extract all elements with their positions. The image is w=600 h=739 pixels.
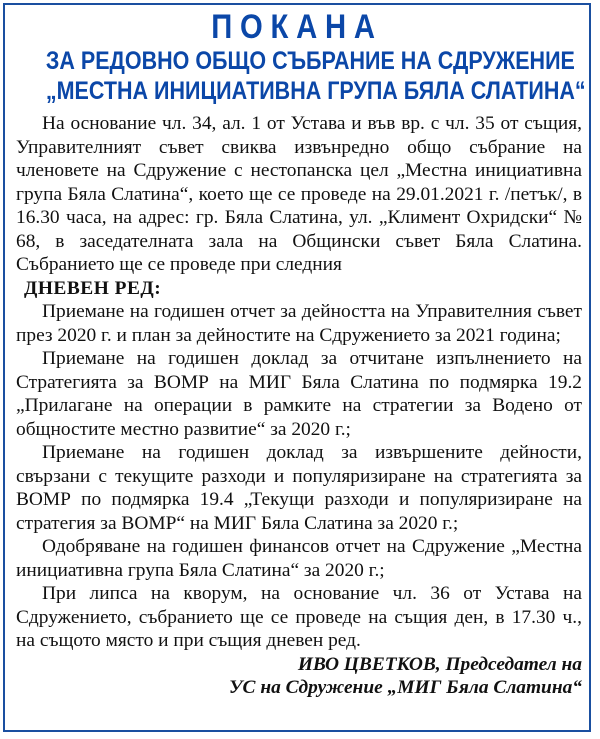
invitation-notice bbox=[3, 3, 591, 732]
signature-line-2: УС на Сдружение „МИГ Бяла Слатина“ bbox=[229, 677, 582, 698]
agenda-item-1: Приемане на годишен отчет за дейността на Управителния съвет през 2020 г. и план за дейностите на Сдружението за 2021 година; bbox=[16, 301, 582, 346]
agenda-item-2: Приемане на годишен доклад за отчитане изпълнението на Стратегията за ВОМР на МИГ Бяла Слатина по подмярка 19.2 „Прилагане на операции в рамките на стратегии за Водено от общностите местно развитие“ за 2020 г.; bbox=[16, 348, 582, 440]
agenda-heading: ДНЕВЕН РЕД: bbox=[24, 277, 162, 299]
signature-line-1: ИВО ЦВЕТКОВ, Председател на bbox=[297, 653, 582, 675]
invitation-title: ПОКАНА bbox=[211, 8, 383, 46]
agenda-item-3: Приемане на годишен доклад за извършените дейности, свързани с текущите разходи и популяризиране на стратегията за ВОМР по подмярка 19.4 „Текущи разходи и популяризиране на стратегия за ВОМР“ на МИГ Бяла Слатина за 2020 г.; bbox=[16, 442, 582, 534]
quorum-note: При липса на кворум, на основание чл. 36 от Устава на Сдружението, събранието ще се проведе на същия ден, в 17.30 ч., на същото място и при същия дневен ред. bbox=[16, 583, 582, 651]
notice-body bbox=[5, 106, 589, 700]
agenda-item-4: Одобряване на годишен финансов отчет на Сдружение „Местна инициативна група Бяла Слатина“ за 2020 г.; bbox=[16, 536, 582, 581]
subtitle-line-1: ЗА РЕДОВНО ОБЩО СЪБРАНИЕ НА СДРУЖЕНИЕ bbox=[45, 47, 575, 75]
subtitle-line-2: „МЕСТНА ИНИЦИАТИВНА ГРУПА БЯЛА СЛАТИНА“ bbox=[45, 77, 586, 105]
intro-paragraph: На основание чл. 34, ал. 1 от Устава и във вр. с чл. 35 от същия, Управителният съвет свиква извънредно общо събрание на членовете на Сдружение с нестопанска цел „Местна инициативна група Бяла Слатина“, което ще се проведе на 29.01.2021 г. /петък/, в 16.30 часа, на адрес: гр. Бяла Слатина, ул. „Климент Охридски“ № 68, в заседателната зала на Общински съвет Бяла Слатина. Събранието ще се проведе при следния bbox=[16, 113, 582, 275]
